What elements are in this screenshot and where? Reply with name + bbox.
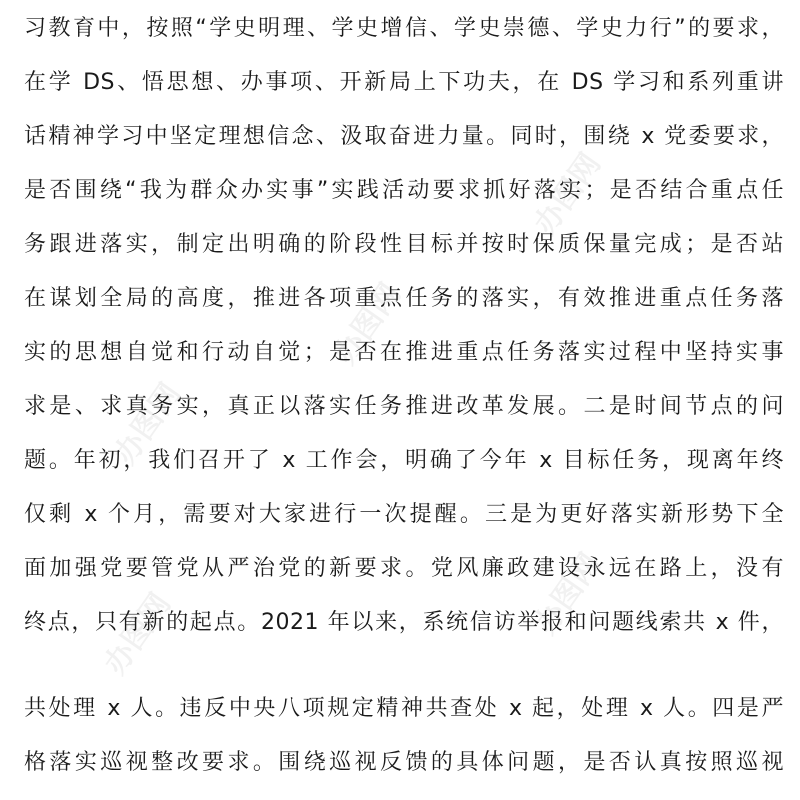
body-text-line: 格落实巡视整改要求。围绕巡视反馈的具体问题，是否认真按照巡视 bbox=[24, 750, 784, 775]
body-text-line: 在谋划全局的高度，推进各项重点任务的落实，有效推进重点任务落 bbox=[24, 286, 784, 311]
body-text-line: 题。年初，我们召开了 x 工作会，明确了今年 x 目标任务，现离年终 bbox=[24, 448, 784, 473]
body-text-line: 实的思想自觉和行动自觉；是否在推进重点任务落实过程中坚持实事 bbox=[24, 340, 784, 365]
body-text-line: 在学 DS、悟思想、办事项、开新局上下功夫，在 DS 学习和系列重讲 bbox=[24, 70, 784, 95]
body-text-line: 终点，只有新的起点。2021 年以来，系统信访举报和问题线索共 x 件， bbox=[24, 610, 784, 635]
watermark: 办图网 bbox=[97, 587, 179, 681]
body-text-line: 习教育中，按照“学史明理、学史增信、学史崇德、学史力行”的要求， bbox=[24, 16, 784, 41]
watermark: 办图网 bbox=[527, 547, 609, 641]
body-text-line: 仅剩 x 个月，需要对大家进行一次提醒。三是为更好落实新形势下全 bbox=[24, 502, 784, 527]
watermark: 办图网 bbox=[327, 277, 409, 371]
body-text-line: 务跟进落实，制定出明确的阶段性目标并按时保质保量完成；是否站 bbox=[24, 232, 784, 257]
body-text-line: 是否围绕“我为群众办实事”实践活动要求抓好落实；是否结合重点任 bbox=[24, 178, 784, 203]
watermark: 办图网 bbox=[527, 147, 609, 241]
body-text-line: 面加强党要管党从严治党的新要求。党风廉政建设永远在路上，没有 bbox=[24, 556, 784, 581]
body-text-line: 共处理 x 人。违反中央八项规定精神共查处 x 起，处理 x 人。四是严 bbox=[24, 696, 784, 721]
watermark: 办图网 bbox=[107, 377, 189, 471]
body-text-line: 求是、求真务实，真正以落实任务推进改革发展。二是时间节点的问 bbox=[24, 394, 784, 419]
body-text-line: 话精神学习中坚定理想信念、汲取奋进力量。同时，围绕 x 党委要求， bbox=[24, 124, 784, 149]
